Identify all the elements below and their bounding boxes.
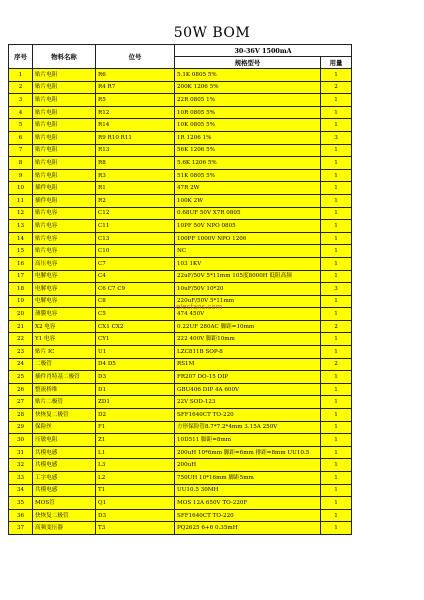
cell-qty: 1 — [321, 434, 352, 447]
cell-position: D3 — [96, 371, 175, 384]
cell-spec: 方形保险管8.7*7.2*4mm 3.15A 250V — [175, 421, 321, 434]
cell-position: CX1 CX2 — [96, 320, 175, 333]
cell-position: C10 — [96, 245, 175, 258]
cell-name: 电解电容 — [33, 295, 96, 308]
cell-qty: 2 — [321, 81, 352, 94]
cell-position: L3 — [96, 459, 175, 472]
cell-no: 30 — [9, 434, 33, 447]
cell-no: 2 — [9, 81, 33, 94]
cell-qty: 1 — [321, 333, 352, 346]
table-row — [9, 69, 352, 82]
table-row — [9, 81, 352, 94]
cell-qty: 1 — [321, 106, 352, 119]
cell-position: T1 — [96, 484, 175, 497]
cell-spec: NC — [175, 245, 321, 258]
cell-spec: 0.22UF 280AC 脚距=10mm — [175, 320, 321, 333]
table-row — [9, 94, 352, 107]
cell-no: 33 — [9, 472, 33, 485]
cell-position: U1 — [96, 346, 175, 359]
cell-name: 共模电感 — [33, 459, 96, 472]
cell-spec: 10K 0805 5% — [175, 119, 321, 132]
cell-name: 电解电容 — [33, 283, 96, 296]
cell-qty: 1 — [321, 421, 352, 434]
cell-no: 11 — [9, 194, 33, 207]
cell-position: C7 — [96, 257, 175, 270]
cell-qty: 1 — [321, 169, 352, 182]
cell-name: 贴片电阻 — [33, 157, 96, 170]
cell-spec: 0.68UF 50V X7R 0805 — [175, 207, 321, 220]
cell-qty: 1 — [321, 207, 352, 220]
cell-qty: 1 — [321, 308, 352, 321]
cell-no: 9 — [9, 169, 33, 182]
cell-spec: MOS 12A 650V TO-220F — [175, 497, 321, 510]
cell-spec: SFF1640CT TO-220 — [175, 409, 321, 422]
cell-name: 贴片电阻 — [33, 81, 96, 94]
cell-qty: 1 — [321, 484, 352, 497]
cell-position: R1 — [96, 182, 175, 195]
table-row — [9, 131, 352, 144]
cell-spec: 100PF 1000V NPO 1206 — [175, 232, 321, 245]
cell-no: 7 — [9, 144, 33, 157]
cell-position: R13 — [96, 144, 175, 157]
cell-qty: 3 — [321, 131, 352, 144]
table-row — [9, 220, 352, 233]
cell-spec: 474 450V — [175, 308, 321, 321]
header-no: 序号 — [9, 45, 33, 69]
cell-spec: 51K 0805 5% — [175, 169, 321, 182]
cell-no: 12 — [9, 207, 33, 220]
cell-qty: 1 — [321, 396, 352, 409]
table-row — [9, 270, 352, 283]
table-row — [9, 497, 352, 510]
cell-spec: 22V SOD-123 — [175, 396, 321, 409]
cell-qty: 1 — [321, 257, 352, 270]
table-row — [9, 371, 352, 384]
cell-qty: 1 — [321, 194, 352, 207]
cell-spec: 200K 1206 5% — [175, 81, 321, 94]
cell-no: 37 — [9, 522, 33, 535]
cell-position: D4 D5 — [96, 358, 175, 371]
cell-position: F1 — [96, 421, 175, 434]
cell-spec: 5.6K 1206 5% — [175, 157, 321, 170]
cell-position: R6 — [96, 69, 175, 82]
cell-name: 贴片电容 — [33, 220, 96, 233]
cell-no: 35 — [9, 497, 33, 510]
table-row — [9, 346, 352, 359]
table-row — [9, 194, 352, 207]
cell-spec: GBU406 DIP 4A 600V — [175, 383, 321, 396]
cell-spec: SFF1640CT TO-220 — [175, 509, 321, 522]
cell-no: 26 — [9, 383, 33, 396]
cell-no: 16 — [9, 257, 33, 270]
cell-name: 贴片电阻 — [33, 131, 96, 144]
cell-no: 19 — [9, 295, 33, 308]
cell-name: 贴片电阻 — [33, 94, 96, 107]
cell-qty: 1 — [321, 144, 352, 157]
cell-name: 贴片电阻 — [33, 106, 96, 119]
header-spec-group: 30-36V 1500mA — [175, 45, 352, 57]
cell-no: 27 — [9, 396, 33, 409]
cell-qty: 1 — [321, 497, 352, 510]
cell-spec: 10D511 脚距=8mm — [175, 434, 321, 447]
cell-qty: 1 — [321, 383, 352, 396]
cell-name: 贴片电阻 — [33, 144, 96, 157]
table-row — [9, 484, 352, 497]
bom-table — [8, 44, 352, 535]
cell-name: 电解电容 — [33, 270, 96, 283]
cell-name: 贴片 IC — [33, 346, 96, 359]
cell-qty: 2 — [321, 320, 352, 333]
table-row — [9, 446, 352, 459]
cell-spec: FR207 DO-15 DIP — [175, 371, 321, 384]
table-row — [9, 245, 352, 258]
cell-qty: 1 — [321, 409, 352, 422]
cell-name: 贴片电阻 — [33, 119, 96, 132]
cell-spec: 10R 0805 5% — [175, 106, 321, 119]
table-row — [9, 182, 352, 195]
cell-qty: 2 — [321, 358, 352, 371]
cell-spec: 100K 2W — [175, 194, 321, 207]
cell-spec: RS1M — [175, 358, 321, 371]
cell-qty: 1 — [321, 522, 352, 535]
cell-spec: UU10.5 30MH — [175, 484, 321, 497]
cell-name: 贴片电阻 — [33, 69, 96, 82]
cell-spec: 200uH 10*6mm 脚距=6mm 排距=8mm UU10.5 — [175, 446, 321, 459]
cell-position: C6 C7 C9 — [96, 283, 175, 296]
cell-spec: 10PF 50V NPO 0805 — [175, 220, 321, 233]
cell-name: 贴片电容 — [33, 207, 96, 220]
cell-position: C13 — [96, 232, 175, 245]
cell-spec: 47R 2W — [175, 182, 321, 195]
cell-position: D2 — [96, 409, 175, 422]
cell-name: 保险丝 — [33, 421, 96, 434]
cell-spec: 222 400V 脚距10mm — [175, 333, 321, 346]
watermark: elecfans.com — [176, 303, 223, 311]
cell-position: Z1 — [96, 434, 175, 447]
cell-name: X2 电容 — [33, 320, 96, 333]
cell-no: 6 — [9, 131, 33, 144]
cell-position: R5 — [96, 94, 175, 107]
table-row — [9, 358, 352, 371]
table-row — [9, 383, 352, 396]
cell-name: 快恢复二极管 — [33, 509, 96, 522]
table-row — [9, 144, 352, 157]
cell-spec: LZC811B SOP-8 — [175, 346, 321, 359]
cell-spec: 10uF/50V 10*20 — [175, 283, 321, 296]
cell-name: 插件电阻 — [33, 182, 96, 195]
cell-no: 29 — [9, 421, 33, 434]
bom-body — [9, 69, 352, 535]
cell-spec: PQ2625 6+6 0.35mH — [175, 522, 321, 535]
header-name: 物料名称 — [33, 45, 96, 69]
cell-position: ZD1 — [96, 396, 175, 409]
cell-position: R9 R10 R11 — [96, 131, 175, 144]
cell-position: C12 — [96, 207, 175, 220]
cell-qty: 1 — [321, 295, 352, 308]
cell-no: 1 — [9, 69, 33, 82]
table-row — [9, 409, 352, 422]
table-row — [9, 207, 352, 220]
cell-spec: 5.1K 0805 5% — [175, 69, 321, 82]
header-spec: 规格型号 — [175, 57, 321, 69]
cell-qty: 1 — [321, 472, 352, 485]
cell-position: R4 R7 — [96, 81, 175, 94]
cell-no: 32 — [9, 459, 33, 472]
cell-no: 17 — [9, 270, 33, 283]
page-title: 50W BOM — [173, 25, 251, 41]
table-row — [9, 472, 352, 485]
cell-qty: 1 — [321, 446, 352, 459]
cell-spec: 103 1KV — [175, 257, 321, 270]
cell-spec: 750UH 10*16mm 脚距5mm — [175, 472, 321, 485]
cell-position: D3 — [96, 509, 175, 522]
cell-position: Q1 — [96, 497, 175, 510]
cell-position: R14 — [96, 119, 175, 132]
table-row — [9, 509, 352, 522]
cell-qty: 1 — [321, 182, 352, 195]
cell-position: C8 — [96, 295, 175, 308]
cell-no: 4 — [9, 106, 33, 119]
cell-position: L1 — [96, 446, 175, 459]
table-row — [9, 106, 352, 119]
cell-name: 快恢复二极管 — [33, 409, 96, 422]
cell-name: 薄膜电容 — [33, 308, 96, 321]
cell-position: C11 — [96, 220, 175, 233]
cell-no: 5 — [9, 119, 33, 132]
table-row — [9, 119, 352, 132]
table-row — [9, 522, 352, 535]
cell-qty: 1 — [321, 94, 352, 107]
cell-position: T3 — [96, 522, 175, 535]
cell-spec: 22R 0805 1% — [175, 94, 321, 107]
cell-name: Y1 电容 — [33, 333, 96, 346]
table-row — [9, 459, 352, 472]
cell-qty: 1 — [321, 232, 352, 245]
cell-no: 25 — [9, 371, 33, 384]
cell-qty: 1 — [321, 459, 352, 472]
cell-name: 高频变压器 — [33, 522, 96, 535]
cell-qty: 1 — [321, 245, 352, 258]
table-row — [9, 421, 352, 434]
cell-no: 28 — [9, 409, 33, 422]
cell-name: 共模电感 — [33, 446, 96, 459]
table-row — [9, 169, 352, 182]
cell-no: 22 — [9, 333, 33, 346]
cell-no: 31 — [9, 446, 33, 459]
cell-name: 整流桥堆 — [33, 383, 96, 396]
cell-name: 贴片电容 — [33, 232, 96, 245]
cell-no: 23 — [9, 346, 33, 359]
cell-no: 18 — [9, 283, 33, 296]
table-row — [9, 283, 352, 296]
cell-qty: 1 — [321, 371, 352, 384]
cell-no: 24 — [9, 358, 33, 371]
cell-qty: 1 — [321, 119, 352, 132]
cell-position: R3 — [96, 169, 175, 182]
cell-name: 贴片二极管 — [33, 396, 96, 409]
cell-position: R8 — [96, 157, 175, 170]
cell-qty: 3 — [321, 283, 352, 296]
table-row — [9, 157, 352, 170]
cell-no: 15 — [9, 245, 33, 258]
cell-name: 插件电阻 — [33, 194, 96, 207]
cell-name: 二极管 — [33, 358, 96, 371]
cell-position: D1 — [96, 383, 175, 396]
cell-no: 10 — [9, 182, 33, 195]
table-row — [9, 434, 352, 447]
cell-spec: 220uF/50V 5*11mm — [175, 295, 321, 308]
cell-spec: 56K 1206 5% — [175, 144, 321, 157]
cell-qty: 1 — [321, 157, 352, 170]
cell-name: 高压电容 — [33, 257, 96, 270]
cell-no: 21 — [9, 320, 33, 333]
table-row — [9, 320, 352, 333]
cell-position: CY1 — [96, 333, 175, 346]
cell-qty: 1 — [321, 69, 352, 82]
header-qty: 用量 — [321, 57, 352, 69]
cell-qty: 1 — [321, 346, 352, 359]
cell-position: C4 — [96, 270, 175, 283]
cell-qty: 1 — [321, 270, 352, 283]
cell-no: 20 — [9, 308, 33, 321]
cell-name: 贴片电容 — [33, 245, 96, 258]
cell-position: R2 — [96, 194, 175, 207]
cell-name: 贴片电阻 — [33, 169, 96, 182]
cell-name: 工字电感 — [33, 472, 96, 485]
table-row — [9, 257, 352, 270]
cell-spec: 200uH — [175, 459, 321, 472]
cell-position: R12 — [96, 106, 175, 119]
cell-position: C5 — [96, 308, 175, 321]
cell-qty: 1 — [321, 220, 352, 233]
table-row — [9, 396, 352, 409]
cell-spec: 22uF/50V 5*11mm 105度8000H 低阻高频 — [175, 270, 321, 283]
cell-no: 14 — [9, 232, 33, 245]
cell-no: 3 — [9, 94, 33, 107]
table-row — [9, 333, 352, 346]
cell-name: 压敏电阻 — [33, 434, 96, 447]
cell-name: MOS管 — [33, 497, 96, 510]
cell-no: 13 — [9, 220, 33, 233]
cell-no: 34 — [9, 484, 33, 497]
table-row — [9, 232, 352, 245]
cell-name: 插件肖特基二极管 — [33, 371, 96, 384]
header-position: 位号 — [96, 45, 175, 69]
cell-qty: 1 — [321, 509, 352, 522]
cell-spec: 1R 1206 1% — [175, 131, 321, 144]
cell-name: 共模电感 — [33, 484, 96, 497]
cell-position: L2 — [96, 472, 175, 485]
cell-no: 8 — [9, 157, 33, 170]
cell-no: 36 — [9, 509, 33, 522]
